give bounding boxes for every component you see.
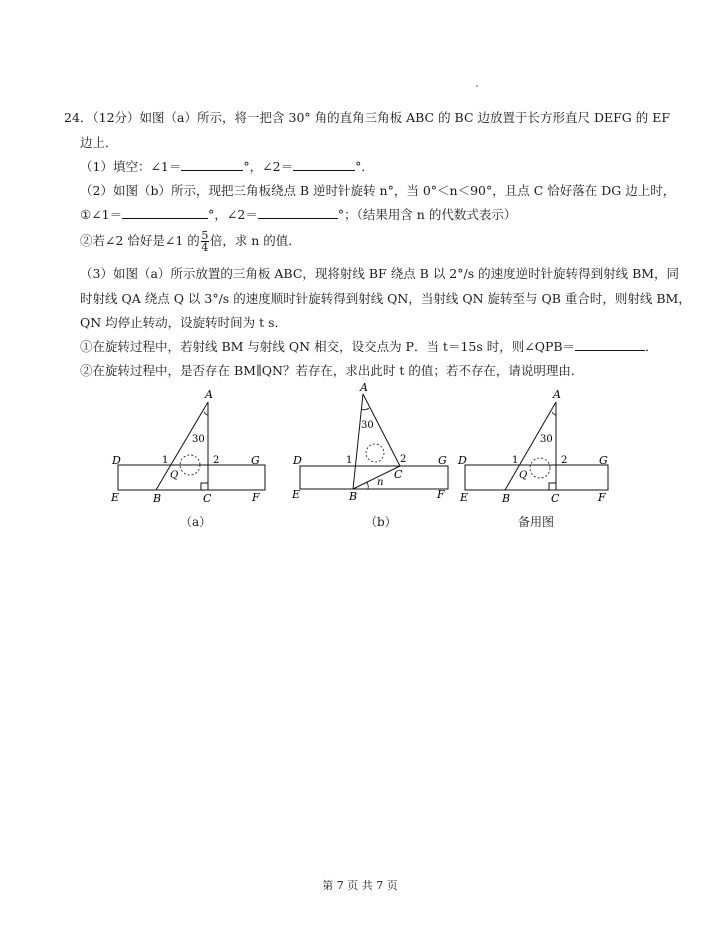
label-e: E [111,491,120,504]
label-c: C [203,492,212,505]
ruler-rect [118,465,265,490]
fraction-numerator: 5 [201,229,209,242]
label-b: B [502,492,511,505]
triangle-side-ab [505,402,556,490]
question-3-line2: 时射线 QA 绕点 Q 以 3°/s 的速度顺时针旋转得到射线 QN，当射线 QN 旋转至与 QB 重合时，则射线 BM， [80,291,691,306]
caption-b: （b） [365,515,397,529]
label-g: G [438,454,447,467]
label-d: D [293,454,302,467]
question-2-part2 [80,230,301,253]
angle-arc-n [366,482,368,489]
label-30: 30 [192,434,205,445]
right-angle-mark [201,483,208,490]
q3-part1-suffix: ． [645,339,658,354]
label-30: 30 [361,420,374,431]
answer-blank-q2-angle1[interactable] [122,206,208,219]
q1-prefix: （1）填空：∠1＝ [80,159,182,174]
answer-blank-q2-angle2[interactable] [258,206,338,219]
label-n: n [377,477,384,488]
label-q: Q [170,470,179,481]
q1-suffix: °． [355,159,374,174]
label-a: A [360,381,368,394]
problem-intro-line2: 边上． [80,135,118,150]
angle-arc-30 [361,408,369,410]
label-2: 2 [561,455,568,466]
question-3-part1 [80,337,658,355]
angle-arc-30 [552,412,556,415]
dashed-circle [530,458,550,478]
label-g: G [599,454,608,467]
label-e: E [292,488,301,501]
label-b: B [349,490,358,503]
label-30: 30 [540,434,553,445]
label-1: 1 [346,455,353,466]
triangle-side-ab [156,402,208,490]
angle-arc-30 [204,412,208,415]
answer-blank-angle2[interactable] [293,158,355,171]
figure-b [290,380,455,510]
question-1 [80,157,374,175]
q1-middle: °，∠2＝ [243,159,294,174]
scan-dot [476,85,478,87]
question-2-part1 [80,205,516,223]
label-f: F [437,488,445,501]
q2-part1-suffix: °；（结果用含 n 的代数式表示） [337,207,517,222]
label-e: E [460,491,469,504]
triangle-side-ab [353,394,363,489]
right-angle-mark [549,483,556,490]
page-footer: 第 7 页 共 7 页 [322,879,398,892]
fraction-five-fourths [201,230,209,253]
ruler-rect [465,465,608,490]
problem-intro-line1: 24．（12分）如图（a）所示，将一把含 30° 角的直角三角板 ABC 的 BC 边放置于长方形直尺 DEFG 的 EF [64,110,671,125]
figure-backup [455,385,620,510]
label-g: G [251,454,260,467]
caption-backup: 备用图 [518,515,555,529]
label-1: 1 [162,455,169,466]
label-c: C [394,468,403,481]
answer-blank-angle1[interactable] [181,158,243,171]
answer-blank-qpb[interactable] [575,338,645,351]
caption-a: （a） [180,515,212,529]
label-d: D [458,454,467,467]
label-2: 2 [213,455,220,466]
label-d: D [112,454,121,467]
label-1: 1 [512,455,519,466]
label-q: Q [519,470,528,481]
q2-part2-suffix: 倍，求 n 的值． [209,233,301,248]
label-f: F [598,491,606,504]
question-3-line3: QN 均停止转动，设旋转时间为 t s． [80,315,288,330]
q2-part1-middle: °，∠2＝ [208,207,258,222]
ruler-rect [300,466,448,489]
label-b: B [153,492,162,505]
label-c: C [551,492,560,505]
question-2-line1: （2）如图（b）所示，现把三角板绕点 B 逆时针旋转 n°，当 0°＜n＜90°，且点 C 恰好落在 DG 边上时， [80,183,676,198]
label-2: 2 [400,454,407,465]
label-a: A [553,388,561,401]
q3-part1-text: ①在旋转过程中，若射线 BM 与射线 QN 相交，设交点为 P．当 t＝15s 时，则∠QPB＝ [80,339,576,354]
question-3-line1: （3）如图（a）所示放置的三角板 ABC，现将射线 BF 绕点 B 以 2°/s 的速度逆时针旋转得到射线 BM，同 [80,266,680,281]
question-3-part2: ②在旋转过程中，是否存在 BM∥QN？若存在，求出此时 t 的值；若不存在，请说明理由． [80,363,584,378]
fraction-denominator: 4 [201,241,209,254]
dashed-circle [366,444,384,462]
q2-part1-prefix: ①∠1＝ [80,207,123,222]
figure-a [110,385,275,510]
label-a: A [205,388,213,401]
label-f: F [252,491,260,504]
q2-part2-prefix: ②若∠2 恰好是∠1 的 [80,233,200,248]
